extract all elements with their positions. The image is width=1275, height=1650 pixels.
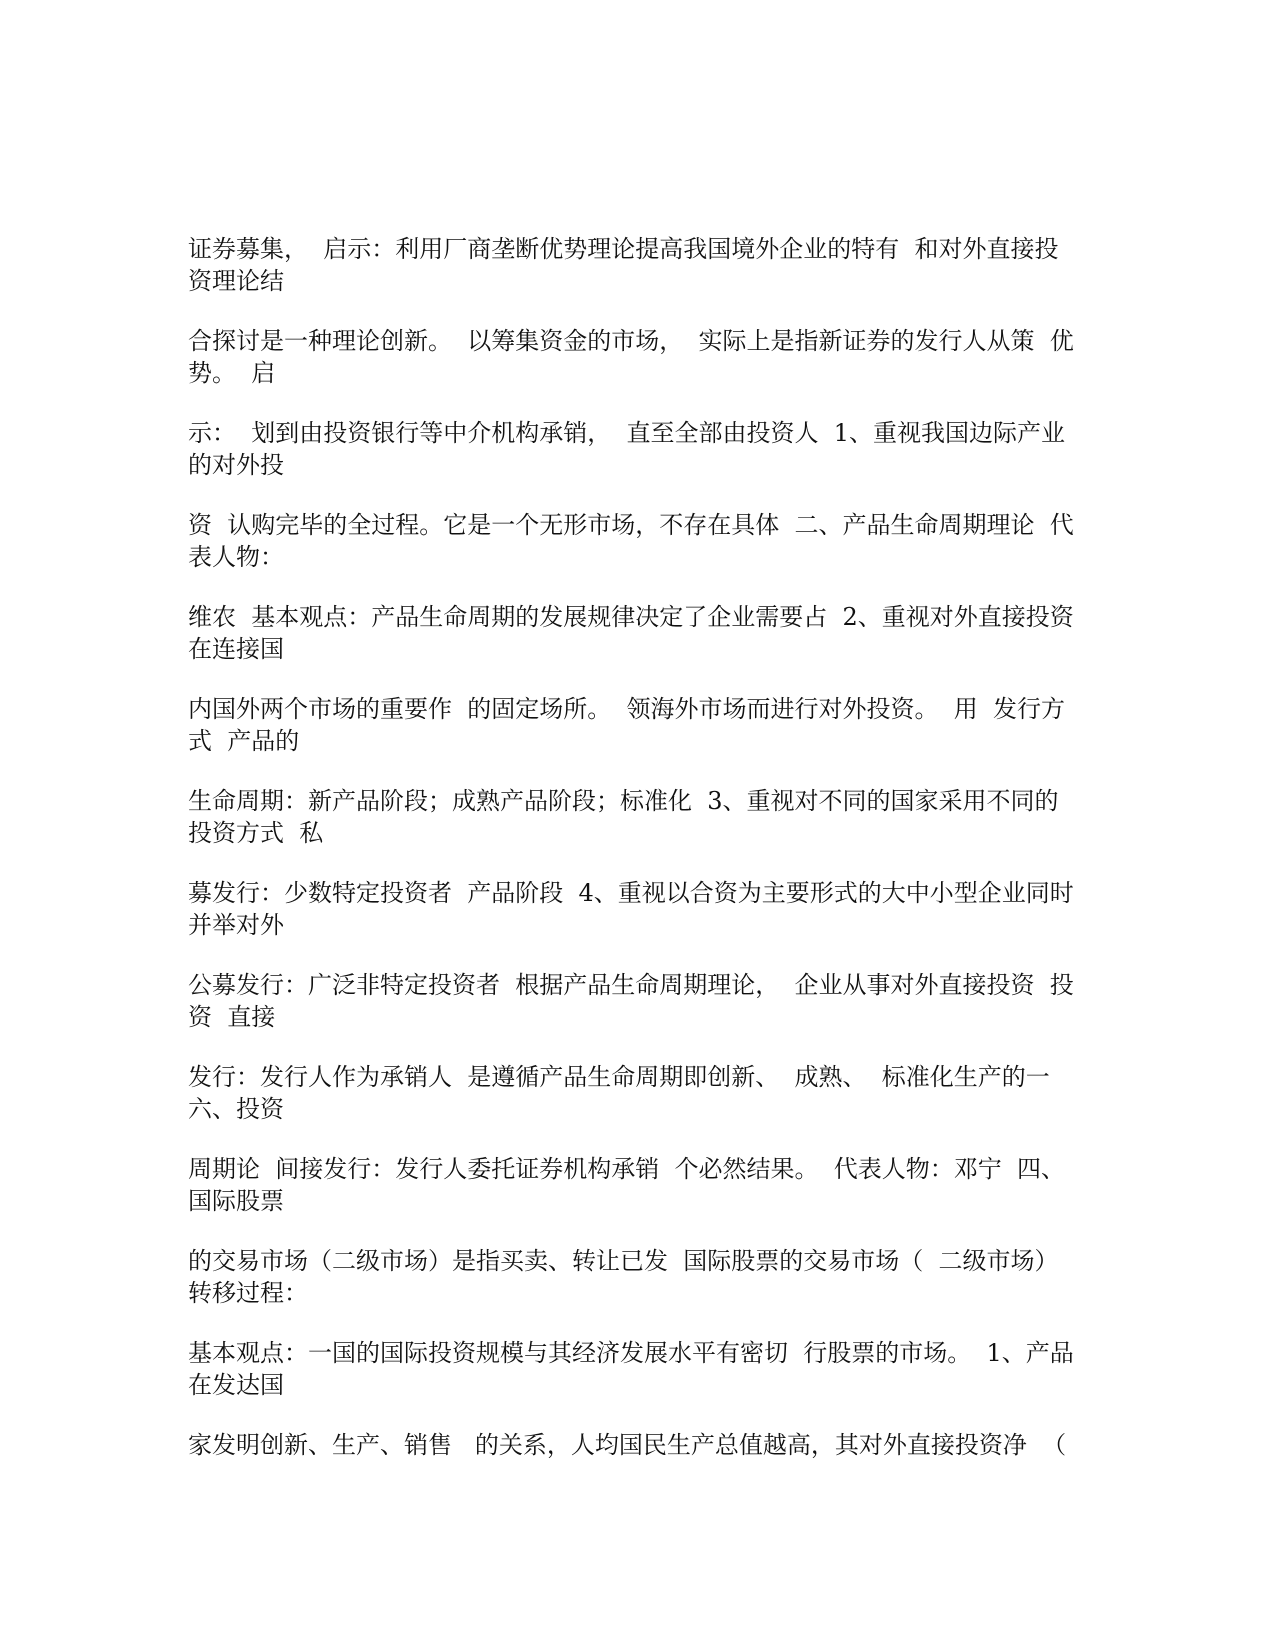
- paragraph-line: 资 认购完毕的全过程。它是一个无形市场，不存在具体 二、产品生命周期理论 代: [188, 511, 1074, 539]
- paragraph-line: 家发明创新、生产、销售 的关系，人均国民生产总值越高，其对外直接投资净 （: [188, 1431, 1067, 1459]
- paragraph-line: 合探讨是一种理论创新。 以筹集资金的市场， 实际上是指新证券的发行人从策 优: [188, 327, 1074, 355]
- paragraph-line: 资 直接: [188, 1003, 276, 1031]
- paragraph-line: 并举对外: [188, 911, 284, 939]
- paragraph-line: 势。 启: [188, 359, 276, 387]
- paragraph: [188, 233, 1094, 297]
- paragraph-line: 投资方式 私: [188, 819, 324, 847]
- paragraph: [188, 509, 1094, 573]
- paragraph: [188, 601, 1094, 665]
- paragraph: [188, 1061, 1094, 1125]
- paragraph: [188, 1245, 1094, 1309]
- paragraph-line: 的对外投: [188, 451, 284, 479]
- paragraph-line: 六、投资: [188, 1095, 284, 1123]
- paragraph-line: 证券募集， 启示：利用厂商垄断优势理论提高我国境外企业的特有 和对外直接投: [188, 235, 1059, 263]
- paragraph-line: 的交易市场（二级市场）是指买卖、转让已发 国际股票的交易市场（ 二级市场）: [188, 1247, 1059, 1275]
- paragraph: [188, 693, 1094, 757]
- paragraph-line: 内国外两个市场的重要作 的固定场所。 领海外市场而进行对外投资。 用 发行方: [188, 695, 1066, 723]
- paragraph-line: 基本观点：一国的国际投资规模与其经济发展水平有密切 行股票的市场。 1、产品: [188, 1339, 1074, 1367]
- paragraph-line: 公募发行：广泛非特定投资者 根据产品生命周期理论， 企业从事对外直接投资 投: [188, 971, 1074, 999]
- paragraph-line: 周期论 间接发行：发行人委托证券机构承销 个必然结果。 代表人物：邓宁 四、: [188, 1155, 1066, 1183]
- paragraph: [188, 325, 1094, 389]
- paragraph-line: 维农 基本观点：产品生命周期的发展规律决定了企业需要占 2、重视对外直接投资: [188, 603, 1074, 631]
- paragraph: [188, 877, 1094, 941]
- paragraph-line: 式 产品的: [188, 727, 300, 755]
- paragraph-line: 表人物：: [188, 543, 284, 571]
- paragraph-line: 国际股票: [188, 1187, 284, 1215]
- paragraph-line: 转移过程：: [188, 1279, 308, 1307]
- paragraph-line: 在连接国: [188, 635, 284, 663]
- paragraph-line: 发行：发行人作为承销人 是遵循产品生命周期即创新、 成熟、 标准化生产的一: [188, 1063, 1050, 1091]
- paragraph: [188, 969, 1094, 1033]
- paragraph-line: 在发达国: [188, 1371, 284, 1399]
- document-body: [188, 233, 1094, 1489]
- paragraph: [188, 785, 1094, 849]
- paragraph-line: 资理论结: [188, 267, 284, 295]
- paragraph: [188, 1429, 1094, 1461]
- paragraph: [188, 1337, 1094, 1401]
- paragraph-line: 募发行：少数特定投资者 产品阶段 4、重视以合资为主要形式的大中小型企业同时: [188, 879, 1074, 907]
- paragraph-line: 生命周期：新产品阶段；成熟产品阶段；标准化 3、重视对不同的国家采用不同的: [188, 787, 1059, 815]
- paragraph: [188, 1153, 1094, 1217]
- paragraph-line: 示： 划到由投资银行等中介机构承销， 直至全部由投资人 1、重视我国边际产业: [188, 419, 1066, 447]
- paragraph: [188, 417, 1094, 481]
